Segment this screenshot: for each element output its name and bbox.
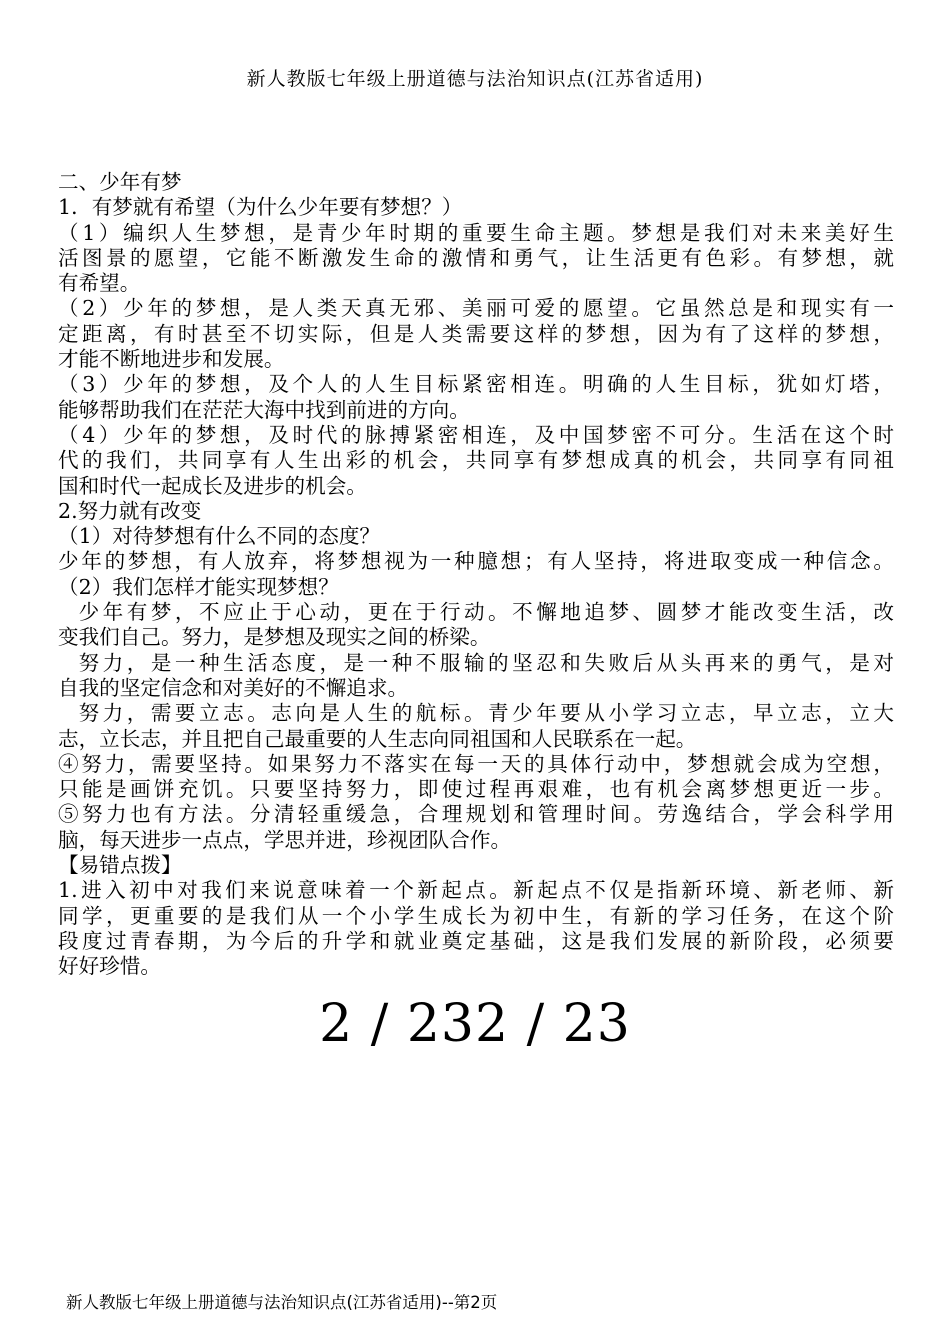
text-line: 有希望。 xyxy=(58,271,141,296)
text-line: 【易错点拨】 xyxy=(58,853,182,878)
text-line: 段度过青春期，为今后的升学和就业奠定基础，这是我们发展的新阶段，必须要 xyxy=(58,928,894,953)
text-line: 少年的梦想，有人放弃，将梦想视为一种臆想；有人坚持，将进取变成一种信念。 xyxy=(58,549,894,574)
text-line: 脑，每天进步一点点，学思并进，珍视团队合作。 xyxy=(58,827,512,852)
text-line: 努力，需要立志。志向是人生的航标。青少年要从小学习立志，早立志，立大 xyxy=(78,701,894,726)
text-line: （2）我们怎样才能实现梦想？ xyxy=(58,574,339,599)
text-line: ⑤努力也有方法。分清轻重缓急，合理规划和管理时间。劳逸结合，学会科学用 xyxy=(58,802,894,827)
text-line: 1.进入初中对我们来说意味着一个新起点。新起点不仅是指新环境、新老师、新 xyxy=(58,878,894,903)
text-line: 代的我们，共同享有人生出彩的机会，共同享有梦想成真的机会，共同享有同祖 xyxy=(58,448,894,473)
text-line: 才能不断地进步和发展。 xyxy=(58,347,285,372)
text-line: （1）对待梦想有什么不同的态度？ xyxy=(58,524,381,549)
text-line: 二、少年有梦 xyxy=(58,170,182,194)
text-line: 1．有梦就有希望（为什么少年要有梦想？） xyxy=(58,195,463,220)
text-line: 活图景的愿望，它能不断激发生命的激情和勇气，让生活更有色彩。有梦想，就 xyxy=(58,245,894,270)
text-line: 好好珍惜。 xyxy=(58,954,161,979)
page-footer: 新人教版七年级上册道德与法治知识点(江苏省适用)--第2页 xyxy=(66,1293,498,1312)
text-line: 只能是画饼充饥。只要坚持努力，即使过程再艰难，也有机会离梦想更近一步。 xyxy=(58,777,894,802)
text-line: 志，立长志，并且把自己最重要的人生志向同祖国和人民联系在一起。 xyxy=(58,726,697,751)
text-line: 能够帮助我们在茫茫大海中找到前进的方向。 xyxy=(58,397,470,422)
text-line: 努力，是一种生活态度，是一种不服输的坚忍和失败后从头再来的勇气，是对 xyxy=(78,650,894,675)
document-header: 新人教版七年级上册道德与法治知识点(江苏省适用) xyxy=(246,68,704,90)
text-line: 自我的坚定信念和对美好的不懈追求。 xyxy=(58,675,409,700)
text-line: 定距离，有时甚至不切实际，但是人类需要这样的梦想，因为有了这样的梦想， xyxy=(58,321,894,346)
text-line: ④努力，需要坚持。如果努力不落实在每一天的具体行动中，梦想就会成为空想， xyxy=(58,751,894,776)
text-line: 少年有梦，不应止于心动，更在于行动。不懈地追梦、圆梦才能改变生活，改 xyxy=(78,600,894,625)
page-number: 2 / 232 / 23 xyxy=(319,994,631,1054)
text-line: （3）少年的梦想，及个人的人生目标紧密相连。明确的人生目标，犹如灯塔， xyxy=(58,372,894,397)
text-line: 2.努力就有改变 xyxy=(58,498,202,523)
text-line: （2）少年的梦想，是人类天真无邪、美丽可爱的愿望。它虽然总是和现实有一 xyxy=(58,296,894,321)
text-line: （4）少年的梦想，及时代的脉搏紧密相连，及中国梦密不可分。生活在这个时 xyxy=(58,422,894,447)
text-line: 同学，更重要的是我们从一个小学生成长为初中生，有新的学习任务，在这个阶 xyxy=(58,903,894,928)
text-line: （1）编织人生梦想，是青少年时期的重要生命主题。梦想是我们对未来美好生 xyxy=(58,220,894,245)
text-line: 变我们自己。努力，是梦想及现实之间的桥梁。 xyxy=(58,625,491,650)
document-body xyxy=(58,170,894,980)
text-line: 国和时代一起成长及进步的机会。 xyxy=(58,473,367,498)
